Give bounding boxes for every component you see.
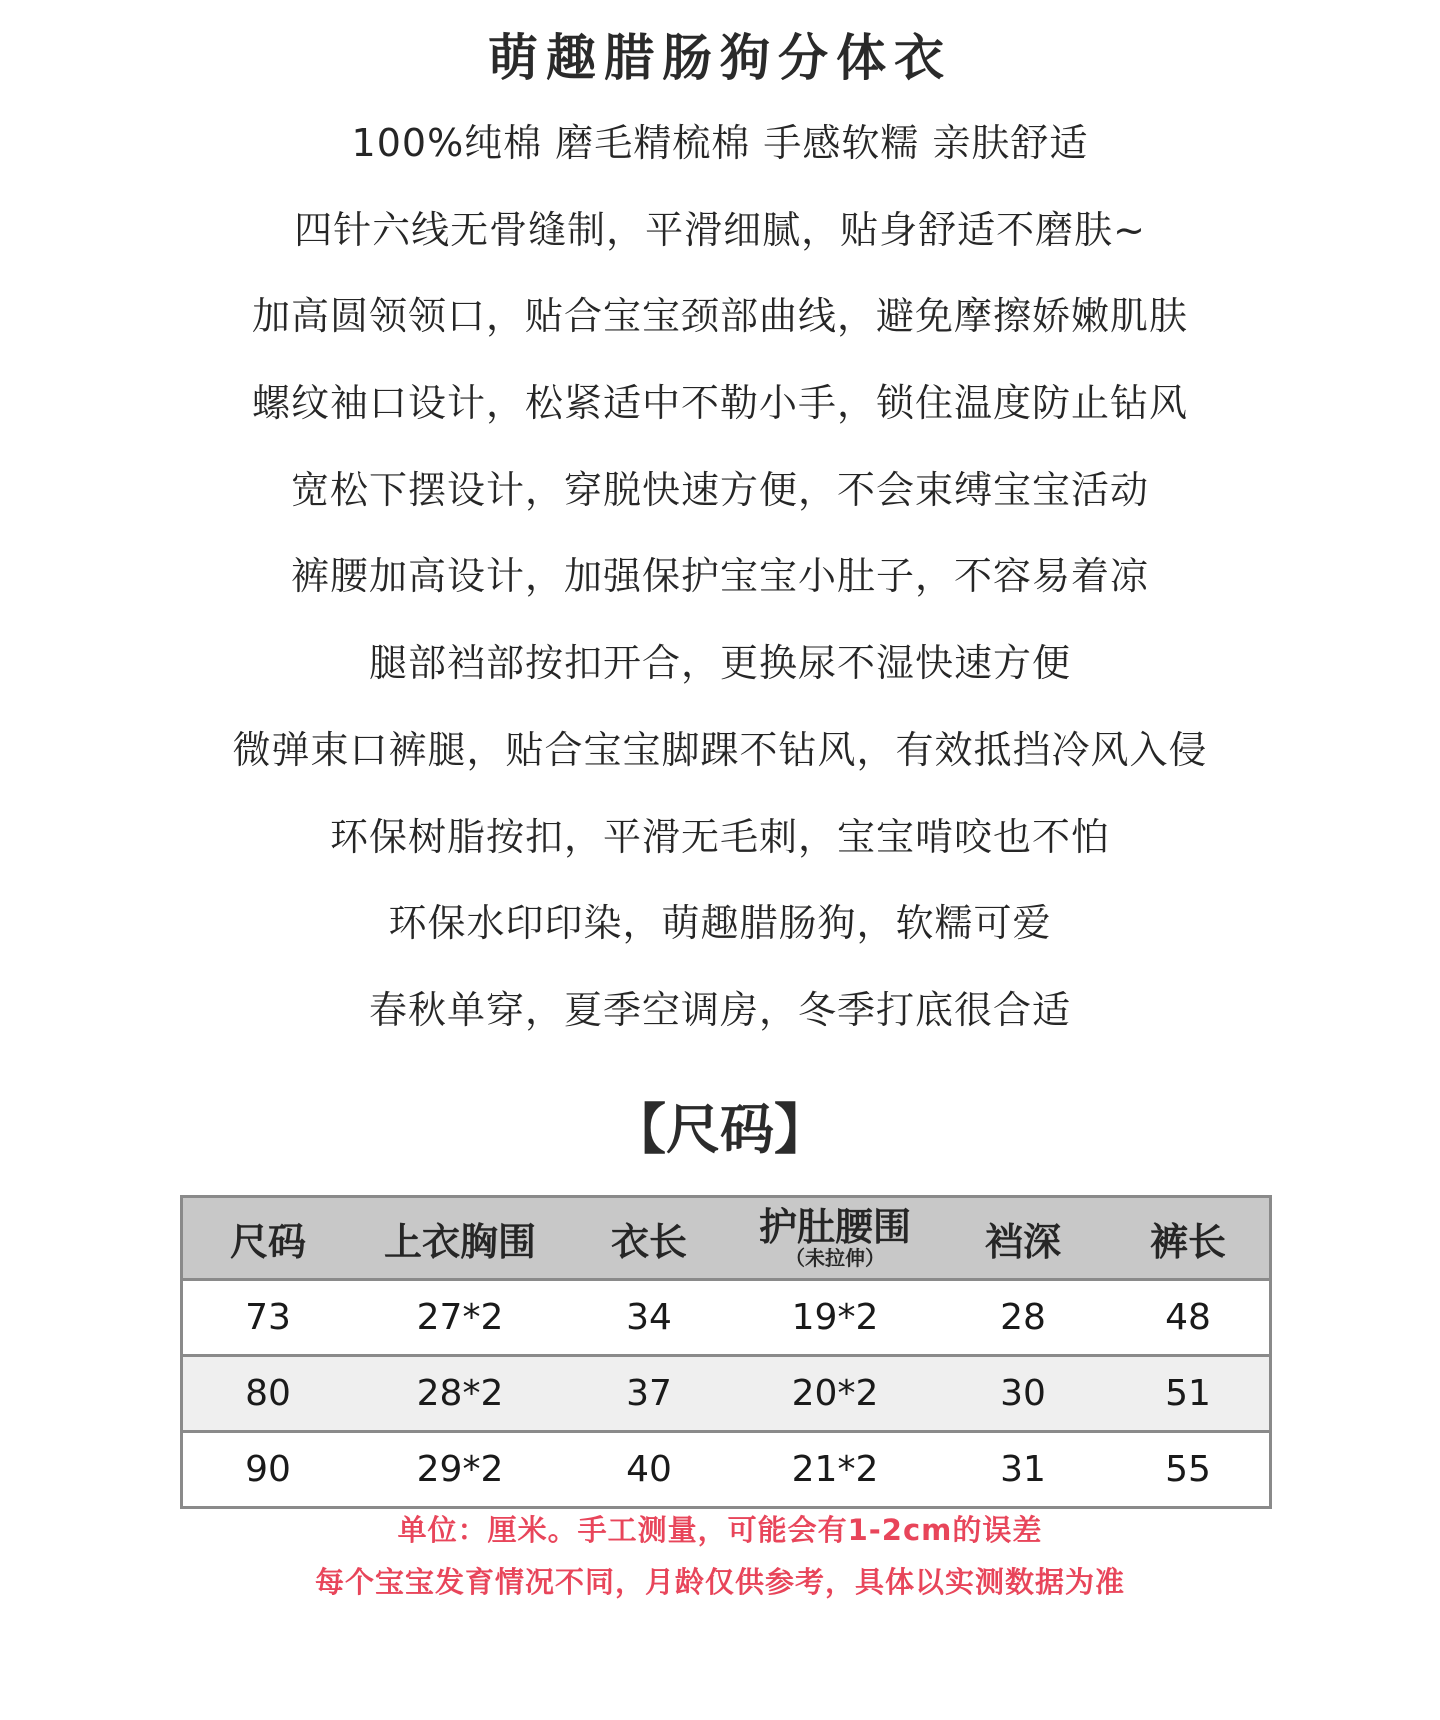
table-cell: 21*2 (791, 1449, 879, 1490)
size-table (180, 1195, 1272, 1509)
table-cell: 48 (1165, 1297, 1211, 1338)
header-size: 尺码 (229, 1219, 306, 1264)
feature-line: 100%纯棉 磨毛精梳棉 手感软糯 亲肤舒适 (351, 121, 1089, 165)
header-rise: 裆深 (984, 1219, 1061, 1264)
table-cell: 51 (1165, 1373, 1211, 1414)
table-cell: 27*2 (416, 1297, 504, 1338)
header-waist (731, 1207, 939, 1269)
feature-line: 春秋单穿，夏季空调房，冬季打底很合适 (368, 987, 1071, 1032)
table-cell: 73 (245, 1297, 291, 1338)
header-pants-length: 裤长 (1149, 1219, 1226, 1264)
header-waist-label: 护肚腰围 (758, 1205, 911, 1249)
table-cell: 40 (626, 1449, 672, 1490)
table-cell: 28 (1000, 1297, 1046, 1338)
header-chest: 上衣胸围 (383, 1219, 536, 1264)
table-cell: 31 (1000, 1449, 1046, 1490)
measurement-note: 单位：厘米。手工测量，可能会有1-2cm的误差 (397, 1513, 1043, 1547)
feature-line: 裤腰加高设计，加强保护宝宝小肚子，不容易着凉 (290, 554, 1149, 599)
header-length: 衣长 (610, 1219, 687, 1264)
table-cell: 20*2 (791, 1373, 879, 1414)
table-row (183, 1357, 1269, 1433)
table-row (183, 1433, 1269, 1506)
table-cell: 90 (245, 1449, 291, 1490)
header-waist-note: （未拉伸） (785, 1246, 885, 1270)
feature-line: 宽松下摆设计，穿脱快速方便，不会束缚宝宝活动 (290, 467, 1149, 512)
table-row (183, 1281, 1269, 1357)
table-cell: 34 (626, 1297, 672, 1338)
table-cell: 19*2 (791, 1297, 879, 1338)
table-cell: 37 (626, 1373, 672, 1414)
feature-list (0, 100, 1440, 1054)
feature-line: 环保水印印染，萌趣腊肠狗，软糯可爱 (388, 901, 1052, 946)
feature-line: 微弹束口裤腿，贴合宝宝脚踝不钻风，有效抵挡冷风入侵 (232, 727, 1208, 772)
feature-line: 腿部裆部按扣开合，更换尿不湿快速方便 (368, 641, 1071, 686)
feature-line: 四针六线无骨缝制，平滑细腻，贴身舒适不磨肤~ (294, 207, 1146, 252)
table-cell: 30 (1000, 1373, 1046, 1414)
feature-line: 螺纹袖口设计，松紧适中不勒小手，锁住温度防止钻风 (251, 381, 1188, 426)
table-cell: 29*2 (416, 1449, 504, 1490)
feature-line: 环保树脂按扣，平滑无毛刺，宝宝啃咬也不怕 (329, 814, 1110, 859)
product-title: 萌趣腊肠狗分体衣 (488, 29, 952, 87)
table-header-row (183, 1198, 1269, 1281)
size-heading: 【尺码】 (612, 1098, 828, 1161)
reference-note: 每个宝宝发育情况不同，月龄仅供参考，具体以实测数据为准 (314, 1565, 1125, 1599)
table-cell: 55 (1165, 1449, 1211, 1490)
feature-line: 加高圆领领口，贴合宝宝颈部曲线，避免摩擦娇嫩肌肤 (251, 294, 1188, 339)
table-cell: 80 (245, 1373, 291, 1414)
table-cell: 28*2 (416, 1373, 504, 1414)
